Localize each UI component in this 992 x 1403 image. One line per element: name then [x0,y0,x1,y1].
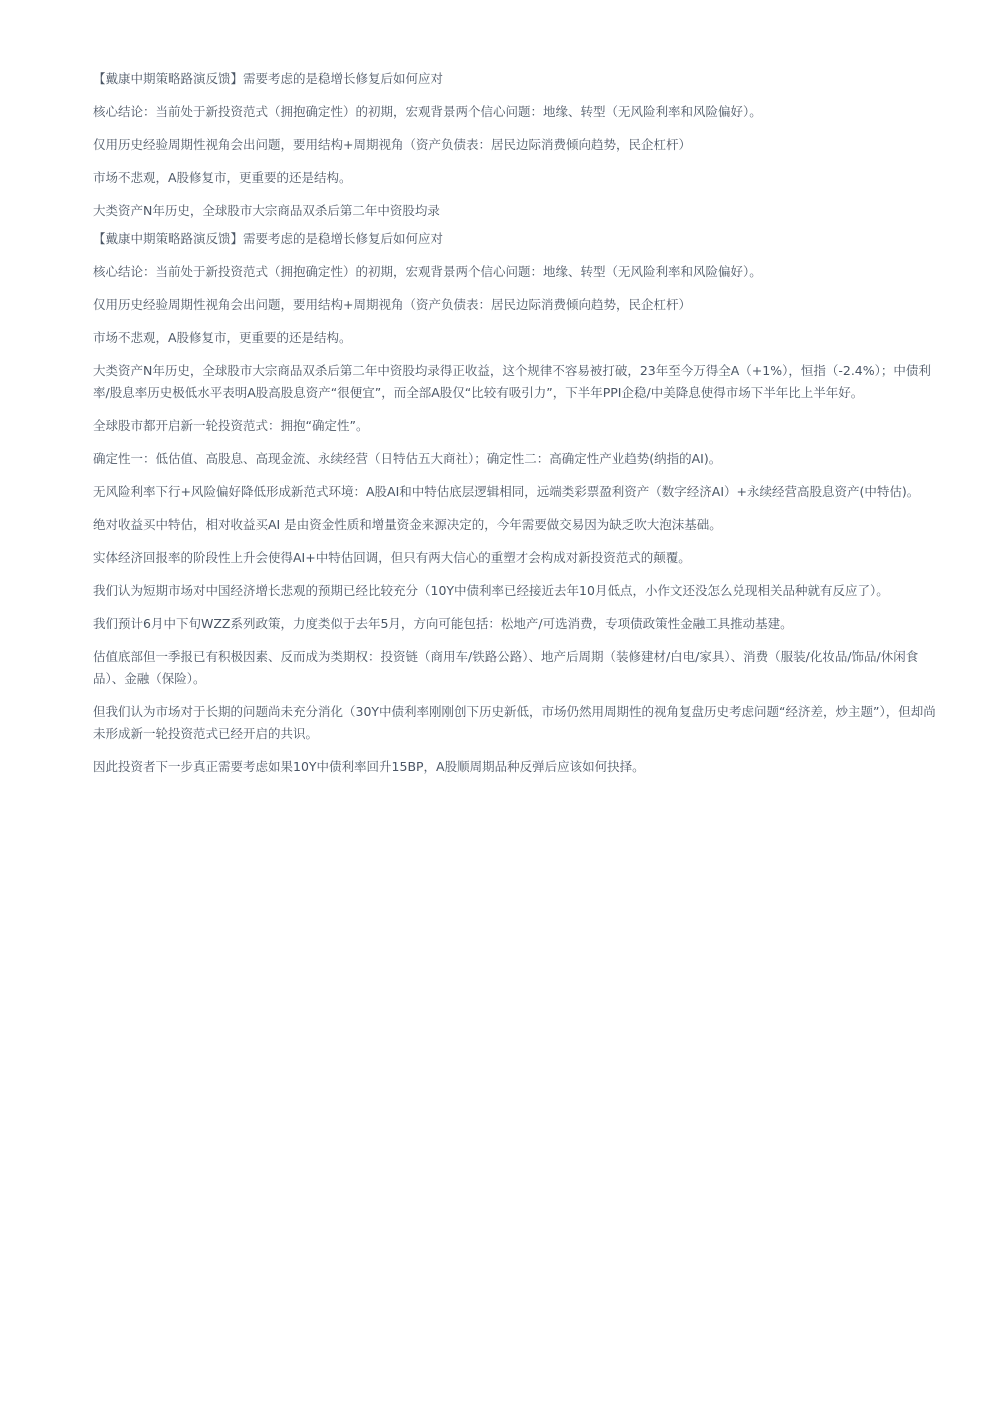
paragraph-3 [93,134,945,156]
paragraph-text: 仅用历史经验周期性视角会出问题，要用结构+周期视角（资产负债表：居民边际消费倾向趋势，民企杠杆） [93,297,691,312]
paragraph-16 [93,580,945,602]
paragraph-text: 核心结论：当前处于新投资范式（拥抱确定性）的初期，宏观背景两个信心问题：地缘、转型（无风险利率和风险偏好）。 [93,264,762,279]
paragraph-text: 但我们认为市场对于长期的问题尚未充分消化（30Y中债利率刚刚创下历史新低，市场仍然用周期性的视角复盘历史考虑问题“经济差，炒主题”），但却尚未形成新一轮投资范式已经开启的共识。 [93,704,936,741]
paragraph-10 [93,360,945,404]
paragraph-text: 绝对收益买中特估，相对收益买AI 是由资金性质和增量资金来源决定的，今年需要做交易因为缺乏吹大泡沫基础。 [93,517,722,532]
paragraph-text: 市场不悲观，A股修复市，更重要的还是结构。 [93,330,352,345]
paragraph-4 [93,167,945,189]
paragraph-text: 估值底部但一季报已有积极因素、反而成为类期权：投资链（商用车/铁路公路）、地产后周期（装修建材/白电/家具）、消费（服装/化妆品/饰品/休闲食品）、金融（保险）。 [93,649,919,686]
paragraph-text: 仅用历史经验周期性视角会出问题，要用结构+周期视角（资产负债表：居民边际消费倾向趋势，民企杠杆） [93,137,691,152]
paragraph-text: 实体经济回报率的阶段性上升会使得AI+中特估回调，但只有两大信心的重塑才会构成对新投资范式的颠覆。 [93,550,691,565]
paragraph-text: 我们预计6月中下旬WZZ系列政策，力度类似于去年5月，方向可能包括：松地产/可选消费，专项债政策性金融工具推动基建。 [93,616,793,631]
paragraph-text: 我们认为短期市场对中国经济增长悲观的预期已经比较充分（10Y中债利率已经接近去年10月低点，小作文还没怎么兑现相关品种就有反应了）。 [93,583,889,598]
document-body [93,68,945,778]
paragraph-14 [93,514,945,536]
paragraph-11 [93,415,945,437]
paragraph-text: 【戴康中期策略路演反馈】需要考虑的是稳增长修复后如何应对 [93,231,444,246]
paragraph-text: 大类资产N年历史，全球股市大宗商品双杀后第二年中资股均录 [93,203,440,218]
paragraph-7 [93,261,945,283]
paragraph-2 [93,101,945,123]
paragraph-18 [93,646,945,690]
paragraph-13 [93,481,945,503]
paragraph-12 [93,448,945,470]
paragraph-9 [93,327,945,349]
paragraph-5 [93,200,945,222]
paragraph-8 [93,294,945,316]
paragraph-19 [93,701,945,745]
paragraph-text: 全球股市都开启新一轮投资范式：拥抱“确定性”。 [93,418,369,433]
paragraph-text: 大类资产N年历史，全球股市大宗商品双杀后第二年中资股均录得正收益，这个规律不容易被打破，23年至今万得全A（+1%），恒指（-2.4%）；中债利率/股息率历史极低水平表明A股高股息资产“很便宜”，而全部A股仅“比较有吸引力”，下半年PPI企稳/中美降息使得市场下半年比上半年好。 [93,363,931,400]
paragraph-6 [93,228,945,250]
paragraph-text: 核心结论：当前处于新投资范式（拥抱确定性）的初期，宏观背景两个信心问题：地缘、转型（无风险利率和风险偏好）。 [93,104,762,119]
paragraph-text: 【戴康中期策略路演反馈】需要考虑的是稳增长修复后如何应对 [93,71,444,86]
paragraph-15 [93,547,945,569]
paragraph-20 [93,756,945,778]
paragraph-text: 无风险利率下行+风险偏好降低形成新范式环境：A股AI和中特估底层逻辑相同，远端类彩票盈利资产（数字经济AI）+永续经营高股息资产(中特估)。 [93,484,920,499]
paragraph-text: 因此投资者下一步真正需要考虑如果10Y中债利率回升15BP，A股顺周期品种反弹后应该如何抉择。 [93,759,645,774]
paragraph-17 [93,613,945,635]
paragraph-1 [93,68,945,90]
paragraph-text: 市场不悲观，A股修复市，更重要的还是结构。 [93,170,352,185]
paragraph-text: 确定性一：低估值、高股息、高现金流、永续经营（日特估五大商社）；确定性二：高确定性产业趋势(纳指的AI)。 [93,451,722,466]
